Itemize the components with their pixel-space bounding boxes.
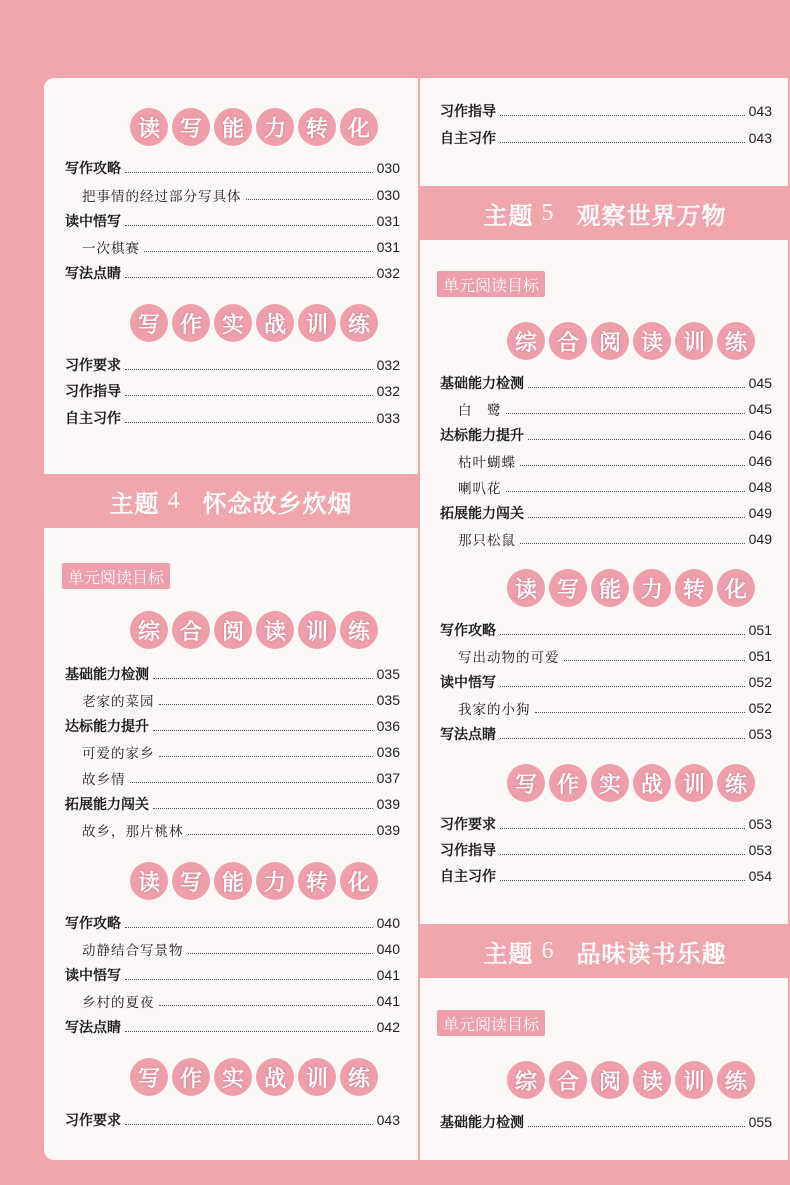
toc-entry[interactable] <box>82 819 400 841</box>
section-title-char: 综 <box>130 611 168 649</box>
dot-leader <box>125 172 373 173</box>
section-title-char: 读 <box>256 611 294 649</box>
toc-entry[interactable] <box>65 663 400 685</box>
dot-leader <box>153 808 373 809</box>
entry-title: 故乡，那片桃林 <box>82 824 184 840</box>
entry-page-number: 040 <box>376 941 400 957</box>
section-title-char: 读 <box>507 569 545 607</box>
section-title-char: 化 <box>340 862 378 900</box>
theme-title-part: 主题 <box>109 489 160 518</box>
toc-entry[interactable] <box>440 372 772 394</box>
section-title-char: 化 <box>717 569 755 607</box>
toc-entry[interactable] <box>458 697 772 719</box>
toc-entry[interactable] <box>65 157 400 179</box>
entry-page-number: 043 <box>748 130 772 146</box>
toc-entry[interactable] <box>440 424 772 446</box>
section-title-char: 战 <box>256 1058 294 1096</box>
entry-page-number: 051 <box>748 648 772 664</box>
entry-page-number: 046 <box>748 453 772 469</box>
section-title-char: 转 <box>298 108 336 146</box>
section-title-char: 合 <box>172 611 210 649</box>
dot-leader <box>125 927 373 928</box>
entry-page-number: 032 <box>376 357 400 373</box>
entry-title: 读中悟写 <box>65 968 121 984</box>
section-title-char: 力 <box>256 862 294 900</box>
entry-title: 写法点睛 <box>440 727 496 743</box>
section-title-char: 写 <box>130 1058 168 1096</box>
section-title-char: 训 <box>675 322 713 360</box>
entry-page-number: 043 <box>748 103 772 119</box>
dot-leader <box>159 756 373 757</box>
entry-page-number: 053 <box>748 842 772 858</box>
dot-leader <box>500 880 745 881</box>
entry-title: 那只松鼠 <box>458 533 516 549</box>
theme-banner <box>420 186 790 240</box>
section-title-char: 合 <box>549 1061 587 1099</box>
dot-leader <box>500 634 745 635</box>
entry-page-number: 031 <box>376 213 400 229</box>
theme-banner <box>420 924 790 978</box>
entry-page-number: 041 <box>376 993 400 1009</box>
section-title-char: 能 <box>214 862 252 900</box>
toc-entry[interactable] <box>65 407 400 429</box>
section-title-char: 作 <box>172 1058 210 1096</box>
dot-leader <box>153 730 373 731</box>
section-title-char: 练 <box>340 611 378 649</box>
entry-title: 写作攻略 <box>65 916 121 932</box>
theme-title-part: 怀念故乡炊烟 <box>202 489 353 518</box>
entry-page-number: 030 <box>376 187 400 203</box>
entry-page-number: 048 <box>748 479 772 495</box>
entry-page-number: 033 <box>376 410 400 426</box>
entry-title: 达标能力提升 <box>440 428 524 444</box>
section-title-char: 实 <box>591 764 629 802</box>
dot-leader <box>528 1126 745 1127</box>
entry-title: 可爱的家乡 <box>82 746 155 762</box>
entry-title: 习作要求 <box>65 1113 121 1129</box>
entry-page-number: 054 <box>748 868 772 884</box>
entry-title: 老家的菜园 <box>82 694 155 710</box>
toc-entry[interactable] <box>440 813 772 835</box>
entry-title: 一次棋赛 <box>82 241 140 257</box>
entry-page-number: 041 <box>376 967 400 983</box>
entry-page-number: 051 <box>748 622 772 638</box>
theme-title-part: 观察世界万物 <box>576 201 727 230</box>
dot-leader <box>564 660 745 661</box>
entry-title: 自主习作 <box>65 411 121 427</box>
section-title-char: 训 <box>675 764 713 802</box>
toc-entry[interactable] <box>440 127 772 149</box>
entry-page-number: 039 <box>376 796 400 812</box>
entry-title: 写作攻略 <box>65 161 121 177</box>
section-title-char: 练 <box>717 322 755 360</box>
theme-title-part: 5 <box>541 199 555 226</box>
dot-leader <box>130 782 373 783</box>
section-title-char: 能 <box>214 108 252 146</box>
toc-entry[interactable] <box>458 528 772 550</box>
dot-leader <box>528 517 745 518</box>
entry-title: 基础能力检测 <box>65 667 149 683</box>
dot-leader <box>520 543 745 544</box>
dot-leader <box>500 828 745 829</box>
dot-leader <box>153 678 373 679</box>
dot-leader <box>125 422 373 423</box>
entry-page-number: 049 <box>748 505 772 521</box>
theme-title-part: 主题 <box>483 201 534 230</box>
section-title-char: 阅 <box>591 1061 629 1099</box>
section-title-char: 读 <box>633 1061 671 1099</box>
section-title-char: 综 <box>507 322 545 360</box>
entry-title: 读中悟写 <box>440 675 496 691</box>
dot-leader <box>159 1005 373 1006</box>
dot-leader <box>500 115 745 116</box>
entry-title: 自主习作 <box>440 131 496 147</box>
toc-entry[interactable] <box>65 715 400 737</box>
section-title-char: 化 <box>340 108 378 146</box>
entry-title: 基础能力检测 <box>440 376 524 392</box>
section-header <box>130 862 378 902</box>
entry-page-number: 052 <box>748 674 772 690</box>
entry-page-number: 039 <box>376 822 400 838</box>
entry-title: 写法点睛 <box>65 1020 121 1036</box>
toc-entry[interactable] <box>65 793 400 815</box>
section-header <box>507 1061 755 1101</box>
entry-page-number: 040 <box>376 915 400 931</box>
section-title-char: 写 <box>507 764 545 802</box>
theme-title-part: 4 <box>167 487 181 514</box>
section-title-char: 转 <box>675 569 713 607</box>
section-title-char: 写 <box>172 862 210 900</box>
toc-entry[interactable] <box>440 671 772 693</box>
entry-page-number: 046 <box>748 427 772 443</box>
section-title-char: 转 <box>298 862 336 900</box>
dot-leader <box>528 439 745 440</box>
dot-leader <box>500 686 745 687</box>
toc-entry[interactable] <box>65 1109 400 1131</box>
toc-entry[interactable] <box>440 619 772 641</box>
entry-title: 习作要求 <box>440 817 496 833</box>
toc-entry[interactable] <box>458 645 772 667</box>
section-title-char: 读 <box>633 322 671 360</box>
section-title-char: 训 <box>298 611 336 649</box>
dot-leader <box>125 1124 373 1125</box>
section-title-char: 训 <box>298 304 336 342</box>
section-title-char: 能 <box>591 569 629 607</box>
dot-leader <box>125 1031 373 1032</box>
section-title-char: 合 <box>549 322 587 360</box>
section-title-char: 力 <box>256 108 294 146</box>
dot-leader <box>125 277 373 278</box>
entry-title: 写法点睛 <box>65 266 121 282</box>
section-title-char: 综 <box>507 1061 545 1099</box>
entry-title: 写作攻略 <box>440 623 496 639</box>
dot-leader <box>125 979 373 980</box>
entry-title: 动静结合写景物 <box>82 943 184 959</box>
section-title-char: 练 <box>340 1058 378 1096</box>
entry-title: 习作指导 <box>440 843 496 859</box>
dot-leader <box>535 712 745 713</box>
dot-leader <box>500 854 745 855</box>
unit-goal-label: 单元阅读目标 <box>437 1010 545 1036</box>
dot-leader <box>500 738 745 739</box>
entry-title: 达标能力提升 <box>65 719 149 735</box>
entry-title: 喇叭花 <box>458 481 502 497</box>
entry-page-number: 032 <box>376 265 400 281</box>
toc-entry[interactable] <box>440 723 772 745</box>
entry-page-number: 036 <box>376 744 400 760</box>
entry-page-number: 052 <box>748 700 772 716</box>
entry-title: 拓展能力闯关 <box>440 506 524 522</box>
toc-entry[interactable] <box>440 865 772 887</box>
section-title-char: 阅 <box>214 611 252 649</box>
section-title-char: 阅 <box>591 322 629 360</box>
section-title-char: 练 <box>717 764 755 802</box>
section-title-char: 读 <box>130 862 168 900</box>
section-header <box>130 108 378 148</box>
section-title-char: 训 <box>675 1061 713 1099</box>
entry-page-number: 036 <box>376 718 400 734</box>
entry-page-number: 037 <box>376 770 400 786</box>
section-title-char: 写 <box>172 108 210 146</box>
toc-entry[interactable] <box>440 502 772 524</box>
toc-entry[interactable] <box>65 964 400 986</box>
section-title-char: 练 <box>717 1061 755 1099</box>
toc-entry[interactable] <box>65 912 400 934</box>
toc-entry[interactable] <box>65 262 400 284</box>
entry-title: 自主习作 <box>440 869 496 885</box>
theme-title-part: 主题 <box>483 939 534 968</box>
entry-page-number: 055 <box>748 1114 772 1130</box>
toc-entry[interactable] <box>65 380 400 402</box>
toc-entry[interactable] <box>65 354 400 376</box>
dot-leader <box>125 369 373 370</box>
section-title-char: 写 <box>549 569 587 607</box>
entry-title: 故乡情 <box>82 772 126 788</box>
entry-page-number: 053 <box>748 726 772 742</box>
section-title-char: 练 <box>340 304 378 342</box>
section-title-char: 实 <box>214 1058 252 1096</box>
entry-title: 拓展能力闯关 <box>65 797 149 813</box>
entry-page-number: 042 <box>376 1019 400 1035</box>
theme-banner <box>44 474 418 528</box>
toc-entry[interactable] <box>82 938 400 960</box>
entry-page-number: 031 <box>376 239 400 255</box>
section-title-char: 读 <box>130 108 168 146</box>
toc-entry[interactable] <box>82 767 400 789</box>
entry-page-number: 035 <box>376 666 400 682</box>
entry-title: 写出动物的可爱 <box>458 650 560 666</box>
toc-entry[interactable] <box>458 398 772 420</box>
section-header <box>130 1058 378 1098</box>
dot-leader <box>506 413 745 414</box>
entry-title: 习作指导 <box>440 104 496 120</box>
section-header <box>130 304 378 344</box>
section-title-char: 写 <box>130 304 168 342</box>
entry-title: 白 鹭 <box>458 403 502 419</box>
entry-page-number: 032 <box>376 383 400 399</box>
section-title-char: 实 <box>214 304 252 342</box>
entry-page-number: 043 <box>376 1112 400 1128</box>
theme-title-part: 品味读书乐趣 <box>576 939 727 968</box>
toc-entry[interactable] <box>82 689 400 711</box>
section-title-char: 训 <box>298 1058 336 1096</box>
unit-goal-label: 单元阅读目标 <box>62 563 170 589</box>
section-header <box>507 764 755 804</box>
dot-leader <box>125 225 373 226</box>
dot-leader <box>528 387 745 388</box>
section-title-char: 作 <box>549 764 587 802</box>
dot-leader <box>246 199 373 200</box>
dot-leader <box>188 953 373 954</box>
entry-page-number: 053 <box>748 816 772 832</box>
section-header <box>130 611 378 651</box>
section-title-char: 战 <box>633 764 671 802</box>
entry-title: 基础能力检测 <box>440 1115 524 1131</box>
toc-entry[interactable] <box>440 100 772 122</box>
entry-title: 习作指导 <box>65 384 121 400</box>
dot-leader <box>159 704 373 705</box>
toc-entry[interactable] <box>65 1016 400 1038</box>
entry-page-number: 035 <box>376 692 400 708</box>
entry-page-number: 030 <box>376 160 400 176</box>
unit-goal-label: 单元阅读目标 <box>437 271 545 297</box>
dot-leader <box>500 142 745 143</box>
dot-leader <box>520 465 745 466</box>
entry-title: 枯叶蝴蝶 <box>458 455 516 471</box>
toc-entry[interactable] <box>440 839 772 861</box>
section-title-char: 作 <box>172 304 210 342</box>
entry-page-number: 049 <box>748 531 772 547</box>
dot-leader <box>188 834 373 835</box>
entry-title: 读中悟写 <box>65 214 121 230</box>
entry-title: 我家的小狗 <box>458 702 531 718</box>
entry-title: 习作要求 <box>65 358 121 374</box>
toc-entry[interactable] <box>458 476 772 498</box>
toc-entry[interactable] <box>82 741 400 763</box>
toc-entry[interactable] <box>440 1111 772 1133</box>
dot-leader <box>144 251 373 252</box>
entry-title: 把事情的经过部分写具体 <box>82 189 242 205</box>
toc-entry[interactable] <box>82 184 400 206</box>
dot-leader <box>506 491 745 492</box>
toc-entry[interactable] <box>82 990 400 1012</box>
theme-title-part: 6 <box>541 937 555 964</box>
entry-page-number: 045 <box>748 401 772 417</box>
section-header <box>507 569 755 609</box>
section-header <box>507 322 755 362</box>
toc-entry[interactable] <box>458 450 772 472</box>
column-divider <box>418 78 420 1160</box>
section-title-char: 力 <box>633 569 671 607</box>
section-title-char: 战 <box>256 304 294 342</box>
toc-entry[interactable] <box>65 210 400 232</box>
entry-title: 乡村的夏夜 <box>82 995 155 1011</box>
dot-leader <box>125 395 373 396</box>
entry-page-number: 045 <box>748 375 772 391</box>
toc-entry[interactable] <box>82 236 400 258</box>
